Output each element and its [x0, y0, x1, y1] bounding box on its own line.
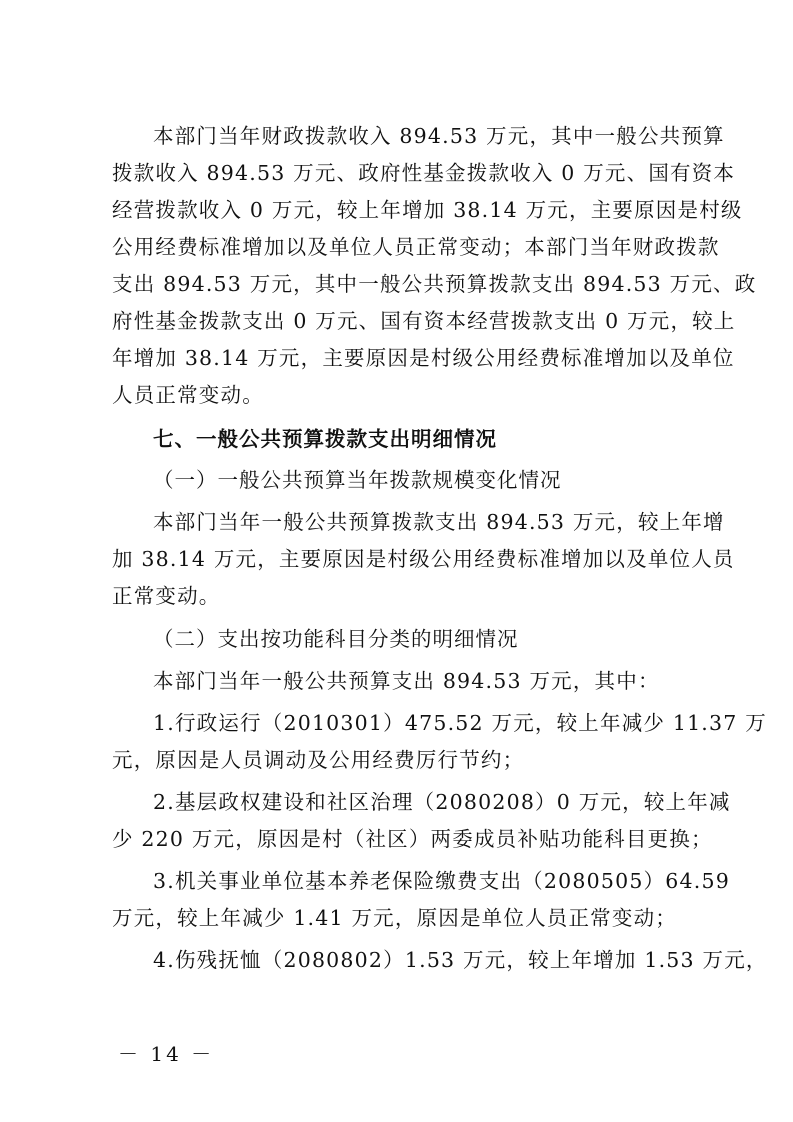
text-line: 本部门当年财政拨款收入 894.53 万元，其中一般公共预算: [153, 124, 725, 148]
text-line: 支出 894.53 万元，其中一般公共预算拨款支出 894.53 万元、政: [112, 272, 757, 296]
text-line: 少 220 万元，原因是村（社区）两委成员补贴功能科目更换；: [112, 827, 713, 851]
text-line: 公用经费标准增加以及单位人员正常变动；本部门当年财政拨款: [112, 235, 720, 259]
text-line: 3.机关事业单位基本养老保险缴费支出（2080505）64.59: [153, 869, 730, 893]
subsection-heading: （二）支出按功能科目分类的明细情况: [153, 627, 519, 651]
text-line: 2.基层政权建设和社区治理（2080208）0 万元，较上年减: [153, 790, 731, 814]
text-line: 人员正常变动。: [112, 383, 264, 407]
list-item: [112, 863, 730, 937]
section-heading: 七、一般公共预算拨款支出明细情况: [153, 427, 497, 451]
text-line: 府性基金拨款支出 0 万元、国有资本经营拨款支出 0 万元，较上: [112, 309, 736, 333]
text-line: 本部门当年一般公共预算拨款支出 894.53 万元，较上年增: [153, 510, 725, 534]
text-line: 本部门当年一般公共预算支出 894.53 万元，其中：: [153, 669, 660, 693]
page-number: － 14 －: [118, 1042, 215, 1066]
text-line: 年增加 38.14 万元，主要原因是村级公用经费标准增加以及单位: [112, 346, 735, 370]
paragraph-function-breakdown: [112, 663, 698, 700]
list-item: [112, 705, 767, 779]
list-item: [112, 942, 768, 979]
list-item: [112, 784, 731, 858]
subsection-heading: （一）一般公共预算当年拨款规模变化情况: [153, 468, 562, 492]
paragraph-budget-scale: [112, 504, 735, 615]
text-line: 经营拨款收入 0 万元，较上年增加 38.14 万元，主要原因是村级: [112, 198, 743, 222]
text-line: 正常变动。: [112, 584, 221, 608]
text-line: 拨款收入 894.53 万元、政府性基金拨款收入 0 万元、国有资本: [112, 161, 736, 185]
document-body: [112, 118, 768, 979]
text-line: 1.行政运行（2010301）475.52 万元，较上年减少 11.37 万: [153, 711, 767, 735]
text-line: 万元，较上年减少 1.41 万元，原因是单位人员正常变动；: [112, 906, 677, 930]
text-line: 加 38.14 万元，主要原因是村级公用经费标准增加以及单位人员: [112, 547, 735, 571]
text-line: 4.伤残抚恤（2080802）1.53 万元，较上年增加 1.53 万元，: [153, 948, 768, 972]
paragraph-fiscal-income: [112, 118, 757, 414]
text-line: 元，原因是人员调动及公用经费厉行节约；: [112, 748, 525, 772]
